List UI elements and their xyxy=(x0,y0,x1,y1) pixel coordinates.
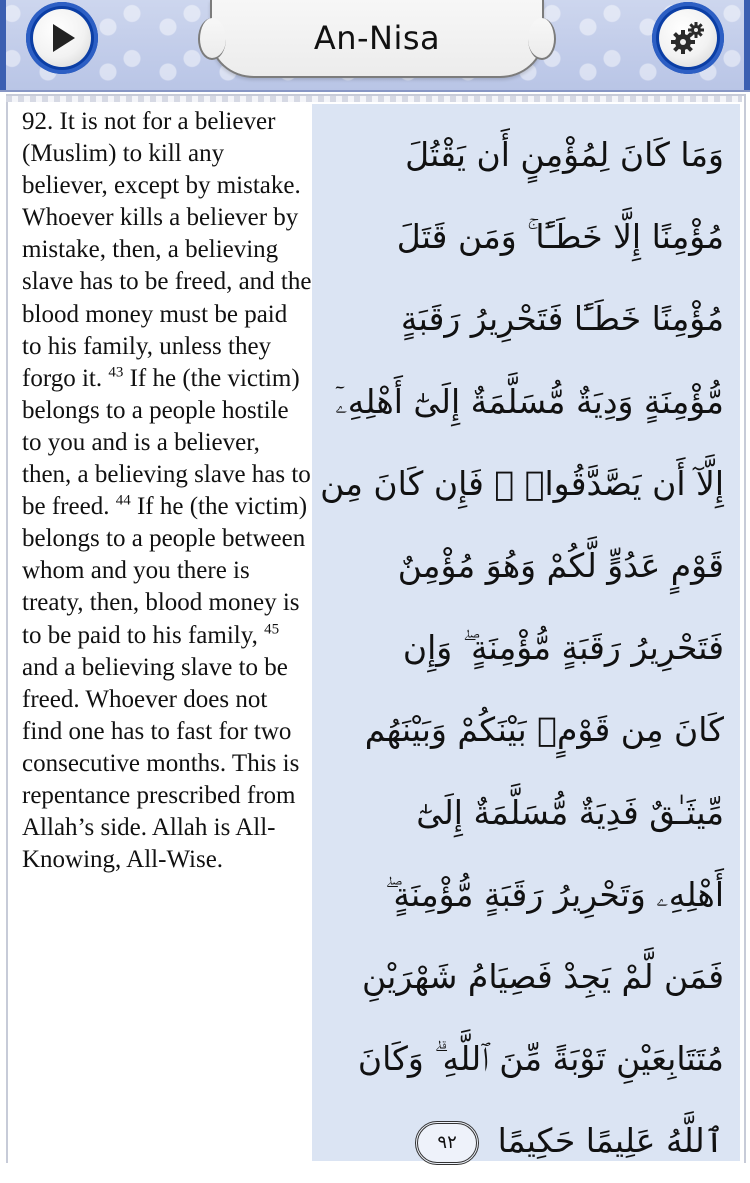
translation-part-4: and a believing slave to be freed. Whoever does not find one has to fast for two consecutive months. This is repentance prescribed from Allah’s side. Allah is All-Knowing, All-Wise. xyxy=(22,653,300,874)
gear-icon xyxy=(668,18,708,58)
play-icon xyxy=(45,21,79,55)
header-bar xyxy=(0,0,750,92)
arabic-line: أَهْلِهِۦ وَتَحْرِيرُ رَقَبَةٍ مُّؤْمِنَةٍ ۖ xyxy=(385,874,724,914)
translation-part-2: If he (the victim) belongs to a people hostile to you and is a believer, then, a believing slave has to be freed. xyxy=(22,364,311,521)
arabic-last-line xyxy=(320,1100,724,1182)
arabic-line: فَتَحْرِيرُ رَقَبَةٍ مُّؤْمِنَةٍ ۖ وَإِن xyxy=(402,628,724,668)
footnote-44[interactable]: 44 xyxy=(115,492,131,509)
play-button-face xyxy=(33,9,91,67)
translation-text xyxy=(18,104,312,1161)
page-title: An-Nisa xyxy=(313,19,441,57)
arabic-line: مُتَتَابِعَيْنِ تَوْبَةً مِّنَ ٱللَّهِ ۗ وَكَانَ xyxy=(357,1039,724,1079)
footnote-45[interactable]: 45 xyxy=(264,621,280,638)
arabic-text xyxy=(312,104,740,1161)
arabic-line: مُؤْمِنًا خَطَـًٔا فَتَحْرِيرُ رَقَبَةٍ xyxy=(400,299,724,339)
play-button[interactable] xyxy=(26,2,98,74)
arabic-line: ٱللَّهُ عَلِيمًا حَكِيمًا xyxy=(497,1121,724,1161)
translation-part-3: If he (the victim) belongs to a people between whom and you there is treaty, then, blood money is to be paid to his family, xyxy=(22,493,308,649)
ayah-number-marker: ٩٢ xyxy=(415,1121,479,1165)
arabic-line: كَانَ مِن قَوْمٍۭ بَيْنَكُمْ وَبَيْنَهُم xyxy=(364,710,724,750)
arabic-line: قَوْمٍ عَدُوٍّ لَّكُمْ وَهُوَ مُؤْمِنٌ xyxy=(397,546,724,586)
arabic-line: إِلَّآ أَن يَصَّدَّقُوا۟ ۚ فَإِن كَانَ مِن xyxy=(320,463,724,503)
arabic-line: مُّؤْمِنَةٍ وَدِيَةٌ مُّسَلَّمَةٌ إِلَىٰٓ أَهْلِهِۦٓ xyxy=(335,381,724,421)
verse-content[interactable] xyxy=(18,104,740,1161)
arabic-line: مُؤْمِنًا إِلَّا خَطَـًٔا ۚ وَمَن قَتَلَ xyxy=(396,217,724,257)
arabic-line: وَمَا كَانَ لِمُؤْمِنٍ أَن يَقْتُلَ xyxy=(405,135,724,174)
settings-button[interactable] xyxy=(652,2,724,74)
frame-border-ornament xyxy=(6,96,742,102)
arabic-line: مِّيثَـٰقٌ فَدِيَةٌ مُّسَلَّمَةٌ إِلَىٰٓ xyxy=(416,792,724,832)
title-plaque xyxy=(210,0,544,78)
footnote-43[interactable]: 43 xyxy=(108,364,124,381)
settings-button-face xyxy=(659,9,717,67)
arabic-line: فَمَن لَّمْ يَجِدْ فَصِيَامُ شَهْرَيْنِ xyxy=(362,957,724,997)
translation-part-1: 92. It is not for a believer (Muslim) to kill any believer, except by mistake. Whoever kills a believer by mistake, then, a believing slave has to be freed, and the blood money must be paid to his family, unless they forgo it. xyxy=(22,108,312,392)
